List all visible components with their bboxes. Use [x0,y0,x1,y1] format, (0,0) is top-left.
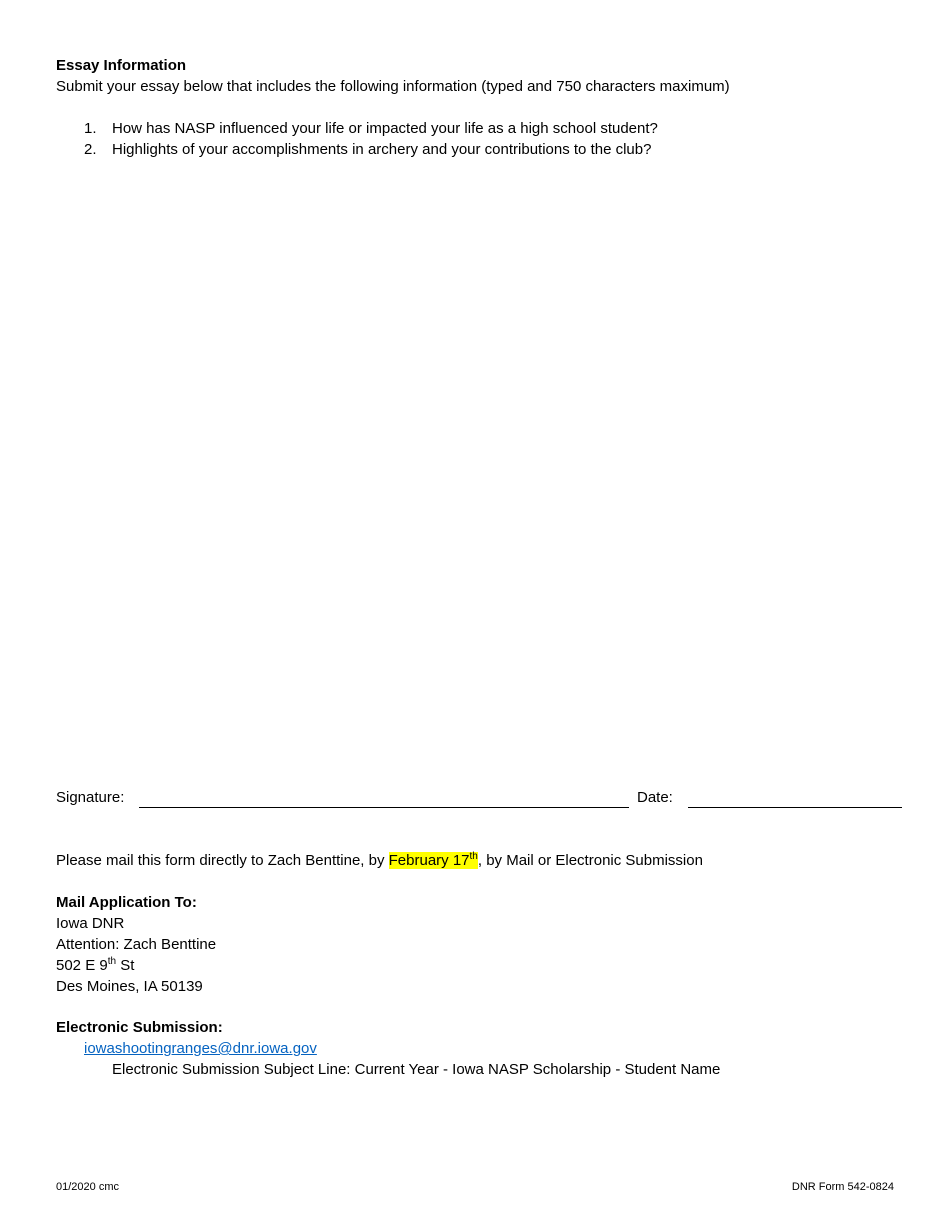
footer-form-number: DNR Form 542-0824 [791,1181,894,1193]
email-link[interactable]: iowashootingranges@dnr.iowa.gov [84,1040,317,1057]
signature-label: Signature: [56,789,125,806]
essay-question-2: Highlights of your accomplishments in archery and your contributions to the club? [112,141,652,158]
essay-response-area[interactable] [56,170,896,760]
date-label: Date: [637,789,673,806]
essay-question-1: How has NASP influenced your life or impacted your life as a high school student? [112,120,658,137]
essay-heading: Essay Information [56,57,187,74]
essay-instruction: Submit your essay below that includes the following information (typed and 750 characters maximum) [56,78,730,95]
mail-city: Des Moines, IA 50139 [56,978,203,995]
mail-street: 502 E 9th St [56,956,135,974]
essay-question-1-number: 1. [84,120,97,137]
electronic-heading: Electronic Submission: [56,1019,223,1036]
mail-note-suffix: , by Mail or Electronic Submission [477,852,703,869]
mail-note-prefix: Please mail this form directly to Zach Benttine, by [56,852,389,869]
mail-note [56,852,703,869]
mail-org: Iowa DNR [56,915,125,932]
date-line[interactable] [688,807,902,808]
mail-heading: Mail Application To: [56,894,197,911]
deadline-highlight: February 17th [388,851,478,869]
footer-date-code: 01/2020 cmc [56,1181,119,1193]
essay-question-2-number: 2. [84,141,97,158]
signature-line[interactable] [139,807,629,808]
electronic-subject-line: Electronic Submission Subject Line: Current Year - Iowa NASP Scholarship - Student Name [112,1061,721,1078]
mail-attention: Attention: Zach Benttine [56,936,217,953]
